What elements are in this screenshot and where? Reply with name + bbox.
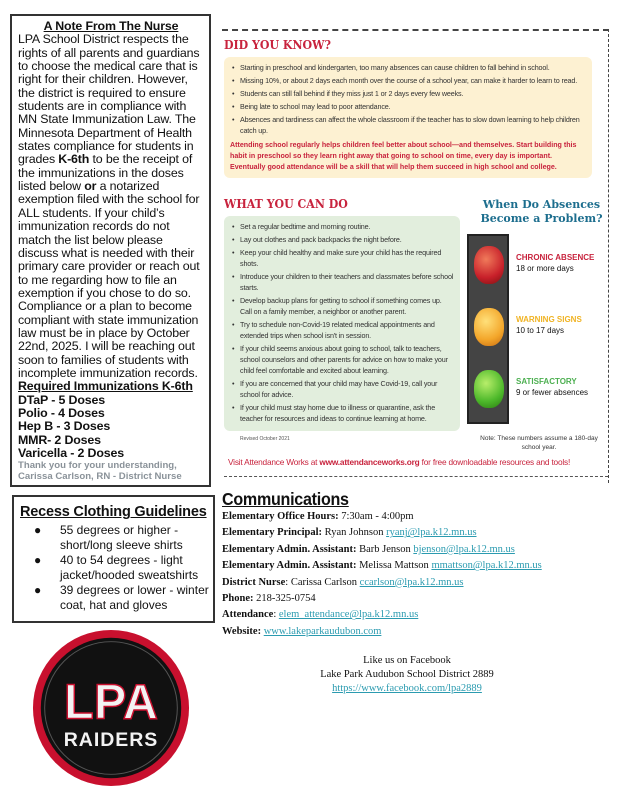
contact-label: Phone: xyxy=(222,593,254,605)
contact-label: Website: xyxy=(222,625,262,637)
level-desc: 18 or more days xyxy=(516,264,574,273)
contact-label: Elementary Admin. Assistant: xyxy=(222,560,357,572)
what-you-can-do-title: WHAT YOU CAN DO xyxy=(224,196,348,211)
body-bold: or xyxy=(84,179,97,194)
nurse-note-box xyxy=(10,14,211,487)
contact-label: District Nurse xyxy=(222,576,286,588)
contact-label: Elementary Admin. Assistant: xyxy=(222,543,357,555)
visit-attendance-works xyxy=(228,457,596,468)
list-item: • Set a regular bedtime and morning routine. xyxy=(230,221,454,232)
list-item: • Introduce your children to their teachers and classmates before school starts. xyxy=(230,271,454,293)
list-item: • If your child must stay home due to illness or quarantine, ask the teacher for resources and ideas to continue learning at home. xyxy=(230,402,454,424)
list-item xyxy=(20,553,209,583)
communications-section xyxy=(222,489,612,640)
absence-level-satisfactory xyxy=(516,376,588,398)
contact-row xyxy=(222,509,612,525)
revised-date: Revised October 2021 xyxy=(240,436,290,442)
list-item: • Lay out clothes and pack backpacks the night before. xyxy=(230,234,454,245)
list-item: • Starting in preschool and kindergarten, too many absences can cause children to fall behind in school. xyxy=(230,62,586,73)
contact-value: Melissa Mattson xyxy=(356,560,432,572)
body-text: a notarized exemption filed with the school for ALL students. If your child’s immunization records do not match the list below please discuss what is needed with their primary care provider or reach out to me regarding how to file an exemption if you chose to do so. Compliance or a plan to become compliant with state immunization law must be in place by October 22nd, 2025. I will be reaching out soon to families of students with incomplete immunization records. xyxy=(18,179,200,380)
contact-value: Barb Jenson xyxy=(356,543,414,555)
visit-text: for free downloadable resources and tools! xyxy=(419,457,571,467)
bullet: ● xyxy=(34,523,42,538)
district-name: Lake Park Audubon School District 2889 xyxy=(320,669,494,681)
lpa-raiders-logo xyxy=(32,629,190,787)
logo-raiders-text: RAIDERS xyxy=(63,729,159,752)
absence-level-chronic xyxy=(516,252,594,274)
list-item: • Try to schedule non-Covid-19 related medical appointments and extended trips when school isn't in session. xyxy=(230,319,454,341)
did-you-know-closing: Attending school regularly helps children feel better about school—and themselves. Start building this habit in preschool so they learn right away that going to school on time, every day is important. Eventually good attendance will be a skill that will help them succeed in high school and college. xyxy=(230,141,577,171)
contact-row xyxy=(222,575,612,591)
contact-label: Elementary Office Hours: xyxy=(222,511,339,522)
item-text: 55 degrees or higher - short/long sleeve shirts xyxy=(60,523,183,553)
absences-title: When Do Absences Become a Problem? xyxy=(480,198,603,225)
list-item: • Absences and tardiness can affect the whole classroom if the teacher has to slow down learning to help children catch up. xyxy=(230,114,586,136)
traffic-light-panel xyxy=(467,234,509,424)
contact-rows xyxy=(222,509,612,640)
list-item xyxy=(20,523,209,553)
recess-guidelines-box xyxy=(12,495,215,623)
list-item: • Being late to school may lead to poor attendance. xyxy=(230,101,586,112)
did-you-know-box xyxy=(224,57,592,178)
list-item: • If you are concerned that your child may have Covid-19, call your school for advice. xyxy=(230,378,454,400)
communications-title: Communications xyxy=(222,489,349,509)
contact-label: Attendance xyxy=(222,609,274,621)
contact-value: 7:30am - 4:00pm xyxy=(338,511,414,522)
list-item: • Missing 10%, or about 2 days each month over the course of a school year, can make it harder to learn to read. xyxy=(230,75,586,86)
level-name: SATISFACTORY xyxy=(516,377,577,386)
dashed-divider xyxy=(224,476,608,477)
contact-row xyxy=(222,591,612,607)
contact-link[interactable]: ryanj@lpa.k12.mn.us xyxy=(386,527,477,539)
right-column xyxy=(222,29,612,696)
contact-row xyxy=(222,542,612,558)
logo-lpa-text: LPA xyxy=(64,676,158,731)
facebook-line: Like us on Facebook xyxy=(363,655,451,667)
left-column xyxy=(10,14,215,787)
recess-title: Recess Clothing Guidelines xyxy=(20,504,207,521)
level-name: WARNING SIGNS xyxy=(516,315,582,324)
dose-item: Hep B - 3 Doses xyxy=(18,419,111,434)
body-text: LPA School District respects the rights of all parents and guardians to choose the medical care that is right for their children. However, the district is required to ensure students are in compliance with MN State Immunization Law. The Minnesota Department of Health states compliance for students in grades xyxy=(18,32,200,167)
bullet: ● xyxy=(34,553,42,568)
visit-text: Visit Attendance Works at xyxy=(228,457,320,467)
what-you-can-do-box xyxy=(224,216,460,431)
nurse-note-body xyxy=(18,33,204,380)
contact-value: : xyxy=(273,609,279,621)
yellow-apple-icon xyxy=(474,308,504,346)
facebook-section xyxy=(222,654,592,696)
level-name: CHRONIC ABSENCE xyxy=(516,253,595,262)
red-apple-icon xyxy=(474,246,504,284)
did-you-know-title: DID YOU KNOW? xyxy=(224,37,331,52)
green-apple-icon xyxy=(474,370,504,408)
body-text: to be the receipt of the immunizations in the doses listed below xyxy=(18,152,193,194)
contact-link[interactable]: elem_attendance@lpa.k12.mn.us xyxy=(278,609,419,621)
contact-value: Ryan Johnson xyxy=(322,527,387,539)
dose-item: MMR- 2 Doses xyxy=(18,432,101,447)
list-item xyxy=(20,583,209,613)
contact-label: Elementary Principal: xyxy=(222,527,323,539)
contact-link[interactable]: ccarlson@lpa.k12.mn.us xyxy=(359,576,464,588)
attendance-works-link[interactable]: www.attendanceworks.org xyxy=(319,457,420,467)
list-item: • Develop backup plans for getting to school if something comes up. Call on a family member, a neighbor or another parent. xyxy=(230,295,454,317)
signature: Carissa Carlson, RN - District Nurse xyxy=(18,471,182,483)
list-item: • Students can still fall behind if they miss just 1 or 2 days every few weeks. xyxy=(230,88,586,99)
item-text: 40 to 54 degrees - light jacket/hooded sweatshirts xyxy=(60,553,199,583)
dose-item: Polio - 4 Doses xyxy=(18,405,105,420)
required-immunizations-heading: Required Immunizations K-6th xyxy=(18,379,193,394)
thanks-text: Thank you for your understanding, xyxy=(18,460,177,472)
contact-link[interactable]: mmattson@lpa.k12.mn.us xyxy=(431,560,542,572)
dose-item: Varicella - 2 Doses xyxy=(18,446,124,460)
level-desc: 9 or fewer absences xyxy=(516,388,589,397)
flyer-main xyxy=(224,37,603,468)
contact-link[interactable]: bjenson@lpa.k12.mn.us xyxy=(413,543,515,555)
facebook-link[interactable]: https://www.facebook.com/lpa2889 xyxy=(332,683,482,695)
level-desc: 10 to 17 days xyxy=(516,326,565,335)
contact-value: 218-325-0754 xyxy=(253,593,316,605)
nurse-note-title: A Note From The Nurse xyxy=(43,19,179,33)
dose-item: DTaP - 5 Doses xyxy=(18,392,105,407)
contact-row xyxy=(222,624,612,640)
list-item: • Keep your child healthy and make sure your child has the required shots. xyxy=(230,247,454,269)
attendance-flyer xyxy=(222,29,609,483)
body-bold: K-6th xyxy=(58,152,90,167)
item-text: 39 degrees or lower - winter coat, hat and gloves xyxy=(60,583,209,613)
contact-value: : Carissa Carlson xyxy=(285,576,360,588)
absence-level-warning xyxy=(516,314,582,336)
list-item: • If your child seems anxious about going to school, talk to teachers, school counselors and other parents for advice on how to make your child feel comfortable and excited about learning. xyxy=(230,343,454,376)
contact-row xyxy=(222,607,612,623)
absences-note: Note: These numbers assume a 180-day school year. xyxy=(480,435,598,451)
bullet: ● xyxy=(34,583,42,598)
contact-row xyxy=(222,525,612,541)
contact-link[interactable]: www.lakeparkaudubon.com xyxy=(263,625,382,637)
contact-row xyxy=(222,558,612,574)
